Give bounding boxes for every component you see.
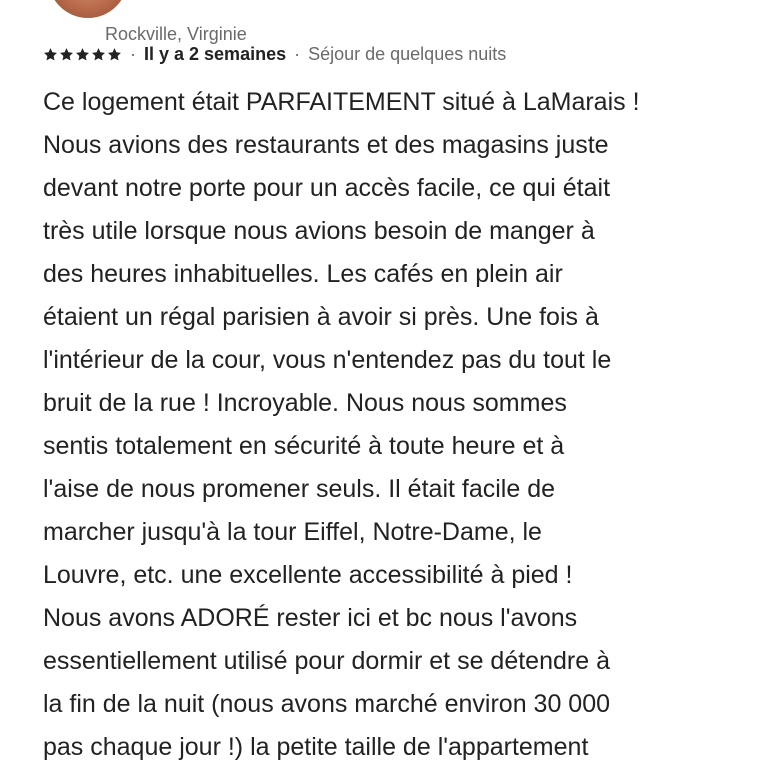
stay-type: Séjour de quelques nuits (308, 44, 507, 64)
review-text-line: marcher jusqu'à la tour Eiffel, Notre-Dame, le (43, 518, 542, 546)
separator-dot: · (294, 44, 301, 64)
star-rating (43, 47, 122, 62)
avatar[interactable] (48, 0, 128, 18)
review-text-line: des heures inhabituelles. Les cafés en plein air (43, 260, 563, 288)
review-date: Il y a 2 semaines (144, 44, 287, 64)
review-text-line: essentiellement utilisé pour dormir et se détendre à (43, 647, 610, 675)
review-text-line: Louvre, etc. une excellente accessibilité à pied ! (43, 561, 573, 589)
star-icon (43, 47, 58, 62)
review-text (43, 81, 733, 769)
reviewer-location: Rockville, Virginie (105, 24, 247, 44)
review-text-line: Ce logement était PARFAITEMENT situé à LaMarais ! (43, 88, 640, 116)
review-text-line: étaient un régal parisien à avoir si près. Une fois à (43, 303, 599, 331)
review-text-line: l'aise de nous promener seuls. Il était facile de (43, 475, 555, 503)
reviewer-header (48, 0, 128, 18)
star-icon (91, 47, 106, 62)
review-text-line: sentis totalement en sécurité à toute heure et à (43, 432, 565, 460)
separator-dot: · (130, 44, 136, 64)
star-icon (75, 47, 90, 62)
review-text-line: pas chaque jour !) la petite taille de l'appartement (43, 733, 589, 761)
review-text-line: la fin de la nuit (nous avons marché environ 30 000 (43, 690, 611, 718)
review-text-line: bruit de la rue ! Incroyable. Nous nous sommes (43, 389, 567, 417)
review-text-line: très utile lorsque nous avions besoin de manger à (43, 217, 595, 245)
star-icon (59, 47, 74, 62)
review-meta (43, 41, 506, 67)
review-text-line: devant notre porte pour un accès facile, ce qui était (43, 174, 611, 202)
review-text-line: Nous avons ADORÉ rester ici et bc nous l'avons (43, 604, 578, 632)
review-text-line: Nous avions des restaurants et des magasins juste (43, 131, 609, 159)
review-text-line: l'intérieur de la cour, vous n'entendez pas du tout le (43, 346, 612, 374)
star-icon (107, 47, 122, 62)
